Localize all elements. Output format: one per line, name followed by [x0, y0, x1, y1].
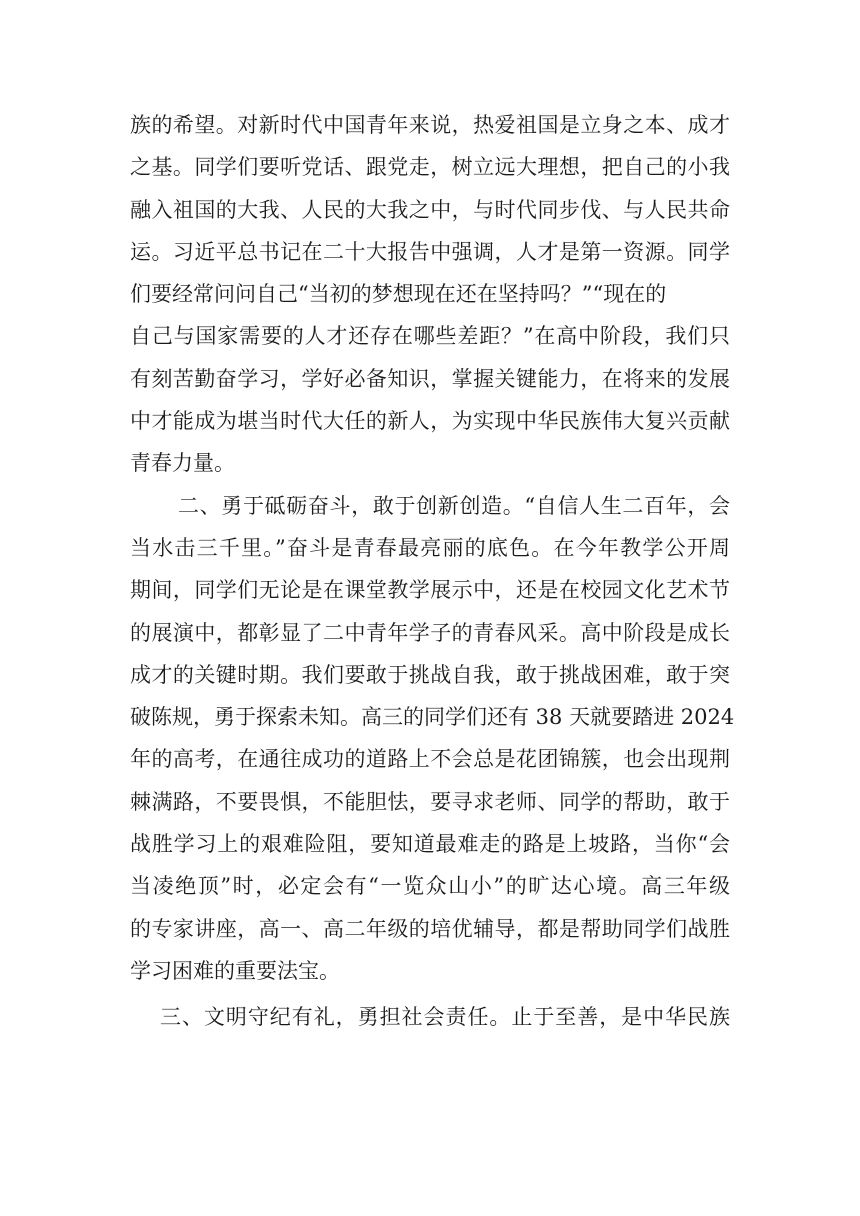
- paragraph-2-line-3: 期间，同学们无论是在课堂教学展示中，还是在校园文化艺术节: [130, 578, 730, 603]
- paragraph-1-line-4: 运。习近平总书记在二十大报告中强调，人才是第一资源。同学: [130, 239, 730, 264]
- paragraph-2-line-9: 战胜学习上的艰难险阻，要知道最难走的路是上坡路，当你“会: [130, 832, 730, 857]
- paragraph-2-line-12: 学习困难的重要法宝。: [130, 958, 340, 983]
- paragraph-1-line-2: 之基。同学们要听党话、跟党走，树立远大理想，把自己的小我: [130, 155, 730, 180]
- paragraph-2-line-5: 成才的关键时期。我们要敢于挑战自我，敢于挑战困难，敢于突: [130, 662, 730, 687]
- paragraph-1-line-3: 融入祖国的大我、人民的大我之中，与时代同步伐、与人民共命: [130, 197, 730, 222]
- paragraph-1-line-9: 青春力量。: [130, 451, 235, 476]
- paragraph-2-line-11: 的专家讲座，高一、高二年级的培优辅导，都是帮助同学们战胜: [130, 916, 730, 941]
- paragraph-2-line-4: 的展演中，都彰显了二中青年学子的青春风采。高中阶段是成长: [130, 620, 730, 645]
- paragraph-2-line-6: 破陈规，勇于探索未知。高三的同学们还有 38 天就要踏进 2024: [130, 705, 735, 730]
- paragraph-2-line-2: 当水击三千里。”奋斗是青春最亮丽的底色。在今年教学公开周: [130, 535, 730, 560]
- paragraph-1-line-6: 自己与国家需要的人才还存在哪些差距？”在高中阶段，我们只: [130, 324, 730, 349]
- paragraph-1-line-8: 中才能成为堪当时代大任的新人，为实现中华民族伟大复兴贡献: [130, 409, 730, 434]
- paragraph-1-line-7: 有刻苦勤奋学习，学好必备知识，掌握关键能力，在将来的发展: [130, 366, 730, 391]
- paragraph-1-line-5: 们要经常问问自己“当初的梦想现在还在坚持吗？”“现在的: [130, 282, 667, 307]
- paragraph-2-line-7: 年的高考，在通往成功的道路上不会总是花团锦簇，也会出现荆: [130, 747, 730, 772]
- paragraph-2-line-1: 二、勇于砥砺奋斗，敢于创新创造。“自信人生二百年，会: [178, 493, 730, 518]
- paragraph-2-line-10: 当凌绝顶”时，必定会有“一览众山小”的旷达心境。高三年级: [130, 874, 730, 899]
- paragraph-1-line-1: 族的希望。对新时代中国青年来说，热爱祖国是立身之本、成才: [130, 113, 730, 137]
- paragraph-3-line-1: 三、文明守纪有礼，勇担社会责任。止于至善，是中华民族: [160, 1005, 730, 1030]
- document-body: [130, 104, 735, 1039]
- paragraph-2-line-8: 棘满路，不要畏惧，不能胆怯，要寻求老师、同学的帮助，敢于: [130, 789, 730, 814]
